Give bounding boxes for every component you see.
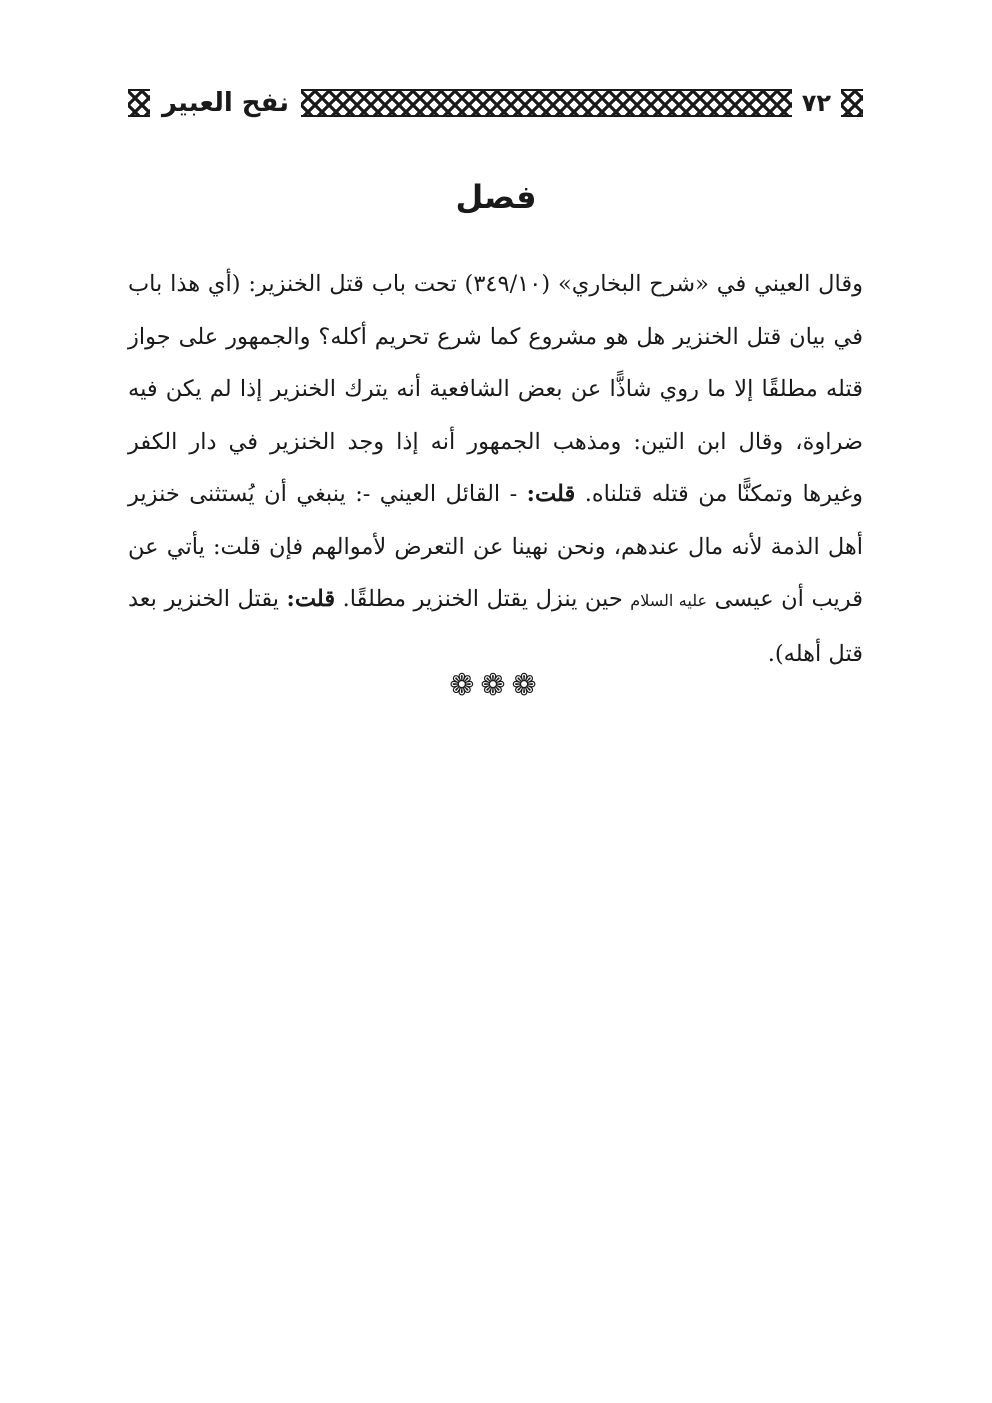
body-text-part-4: يقتل الخنزير بعد قتل أهله). bbox=[128, 586, 863, 667]
running-header bbox=[128, 86, 863, 120]
body-text-part-1: وقال العيني في «شرح البخاري» (٣٤٩/١٠) تحت باب قتل الخنزير: (أي هذا باب في بيان قتل الخنزير هل هو مشروع كما شرع تحريم أكله؟ والجمهور على جواز قتله مطلقًا إلا ما روي شاذًّا عن بعض الشافعية أنه يترك الخنزير إذا لم يكن فيه ضراوة، وقال ابن التين: ومذهب الجمهور أنه إذا وجد الخنزير في دار الكفر وغيرها وتمكنًّا من قتله قتلناه. bbox=[128, 271, 864, 507]
honorific-mark: عليه السلام bbox=[630, 591, 708, 610]
page-number: ٧٢ bbox=[801, 89, 831, 117]
header-ornament-right bbox=[841, 89, 863, 117]
qult-label-1: قلت: bbox=[526, 481, 576, 507]
header-ornament-band bbox=[301, 89, 792, 117]
book-title: نفح العبير bbox=[162, 88, 290, 118]
body-paragraph bbox=[128, 258, 863, 680]
body-text-part-3: حين ينزل يقتل الخنزير مطلقًا. bbox=[342, 586, 623, 612]
end-ornament: ❁❁❁ bbox=[449, 668, 543, 703]
body-text-part-2: - القائل العيني -: ينبغي أن يُستثنى خنزير أهل الذمة لأنه مال عندهم، ونحن نهينا عن التعرض لأموالهم فإن قلت: يأتي عن قريب أن عيسى bbox=[128, 481, 863, 612]
header-ornament-left bbox=[128, 89, 150, 117]
qult-label-2: قلت: bbox=[286, 586, 336, 612]
section-title: فصل bbox=[455, 178, 537, 216]
